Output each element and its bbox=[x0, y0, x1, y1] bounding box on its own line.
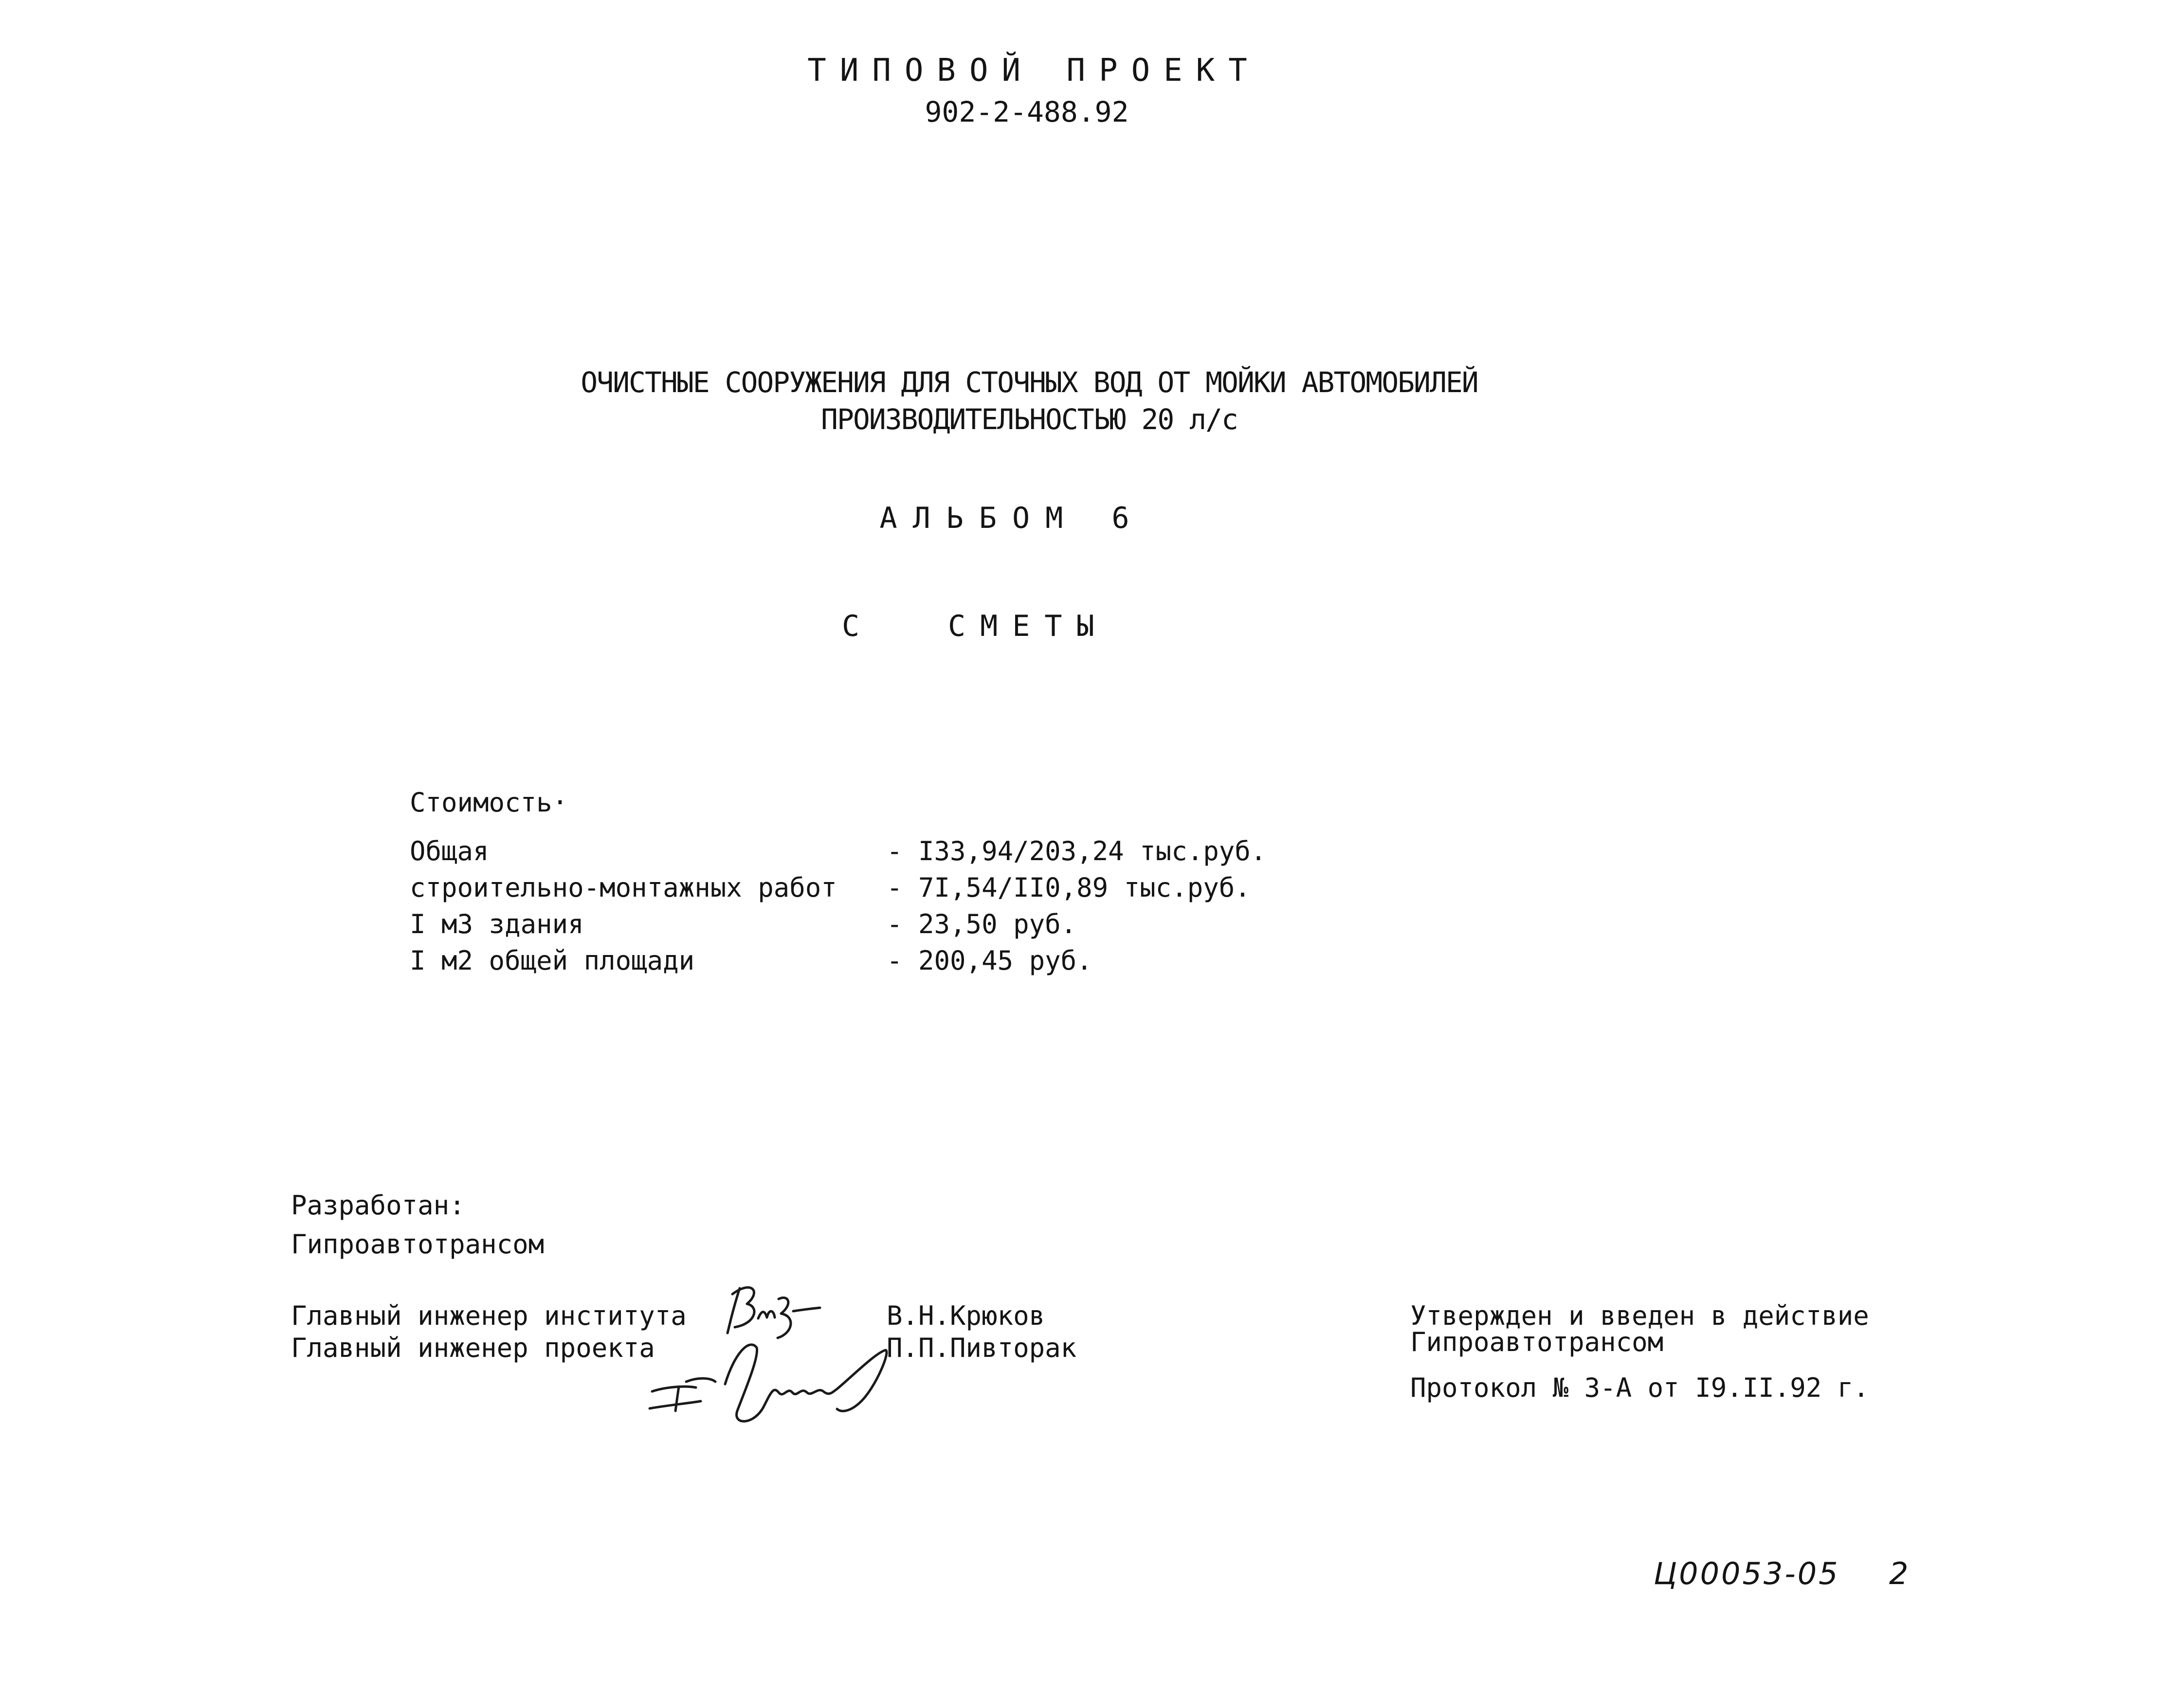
signatory-role: Главный инженер института bbox=[291, 1300, 687, 1331]
signatory-name: В.Н.Крюков bbox=[887, 1300, 1045, 1331]
cost-row bbox=[410, 869, 1266, 906]
cost-label: I м3 здания bbox=[410, 909, 584, 939]
document-title-line-1: ОЧИСТНЫЕ СООРУЖЕНИЯ ДЛЯ СТОЧНЫХ ВОД ОТ МОЙКИ АВТОМОБИЛЕЙ bbox=[581, 366, 1478, 399]
developer-block bbox=[291, 1186, 544, 1264]
signature-pivtorak bbox=[650, 1345, 887, 1422]
cost-row bbox=[410, 906, 1266, 942]
document-title-line-2: ПРОИЗВОДИТЕЛЬНОСТЬЮ 20 л/с bbox=[821, 403, 1238, 436]
cost-row bbox=[410, 942, 1266, 979]
album-label: АЛЬБОМ 6 bbox=[879, 501, 1145, 535]
document-code: Ц00053-05 bbox=[1654, 1556, 1840, 1591]
developer-label: Разработан: bbox=[291, 1190, 465, 1221]
cost-row bbox=[410, 833, 1266, 869]
cost-label: I м2 общей площади bbox=[410, 945, 695, 976]
project-number: 902-2-488.92 bbox=[925, 95, 1129, 128]
signatory-roles bbox=[291, 1300, 687, 1364]
signatory-names bbox=[887, 1300, 1076, 1364]
cost-value: - 200,45 руб. bbox=[887, 945, 1092, 976]
cost-heading: Стоимость· bbox=[410, 787, 568, 818]
section-title: СМЕТЫ bbox=[948, 609, 1109, 643]
developer-organization: Гипроавтотрансом bbox=[291, 1229, 545, 1260]
page-number: 2 bbox=[1889, 1556, 1909, 1591]
section-letter: С bbox=[842, 609, 860, 643]
cost-value: - I33,94/203,24 тыс.руб. bbox=[887, 836, 1267, 866]
cost-value: - 7I,54/II0,89 тыс.руб. bbox=[887, 872, 1251, 903]
cost-label: строительно-монтажных работ bbox=[410, 872, 837, 903]
cost-table bbox=[410, 833, 1266, 979]
cost-label: Общая bbox=[410, 836, 489, 866]
approval-block bbox=[1410, 1300, 1869, 1403]
cost-value: - 23,50 руб. bbox=[887, 909, 1077, 939]
signature-krukov bbox=[728, 1287, 820, 1338]
approval-line-2: Гипроавтотрансом bbox=[1410, 1327, 1664, 1357]
header-title: ТИПОВОЙ ПРОЕКТ bbox=[807, 53, 1261, 89]
handwritten-signatures bbox=[633, 1265, 895, 1425]
signatory-name: П.П.Пивторак bbox=[887, 1333, 1077, 1363]
signatory-role: Главный инженер проекта bbox=[291, 1333, 655, 1363]
approval-protocol: Протокол № 3-А от I9.II.92 г. bbox=[1410, 1372, 1869, 1403]
approval-line-1: Утвержден и введен в действие bbox=[1410, 1300, 1869, 1331]
document-title bbox=[0, 364, 2058, 438]
